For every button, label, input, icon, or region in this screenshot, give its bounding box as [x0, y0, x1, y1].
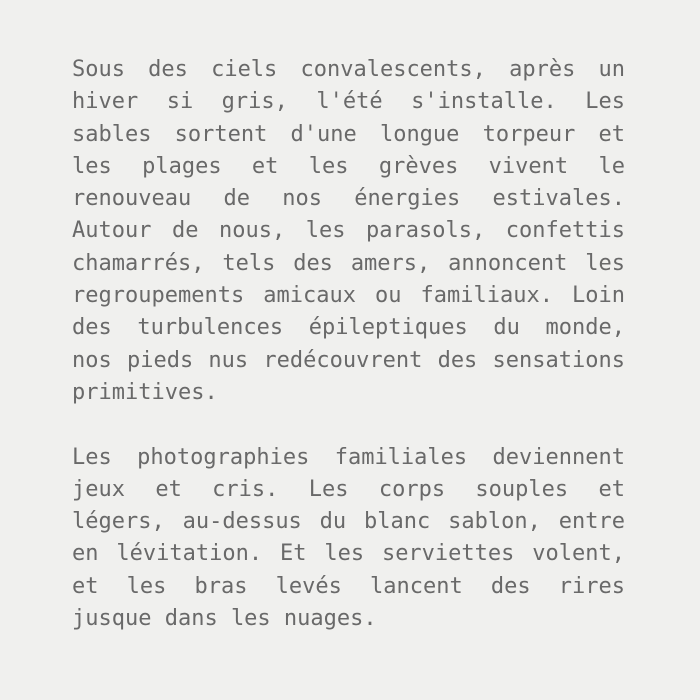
paragraph-1: Sous des ciels convalescents, après un hiver si gris, l'été s'installe. Les sables sortent d'une longue torpeur et les plages et les grèves vivent le renouveau de nos énergies estivales. Autour de nous, les parasols, confettis chamarrés, tels des amers, annoncent les regroupements amicaux ou familiaux. Loin des turbulences épileptiques du monde, nos pieds nus redécouvrent des sensations primitives.: [72, 57, 625, 405]
paragraph-2: Les photographies familiales deviennent jeux et cris. Les corps souples et légers, au-dessus du blanc sablon, entre en lévitation. Et les serviettes volent, et les bras levés lancent des rires jusque dans les nuages.: [72, 444, 625, 632]
